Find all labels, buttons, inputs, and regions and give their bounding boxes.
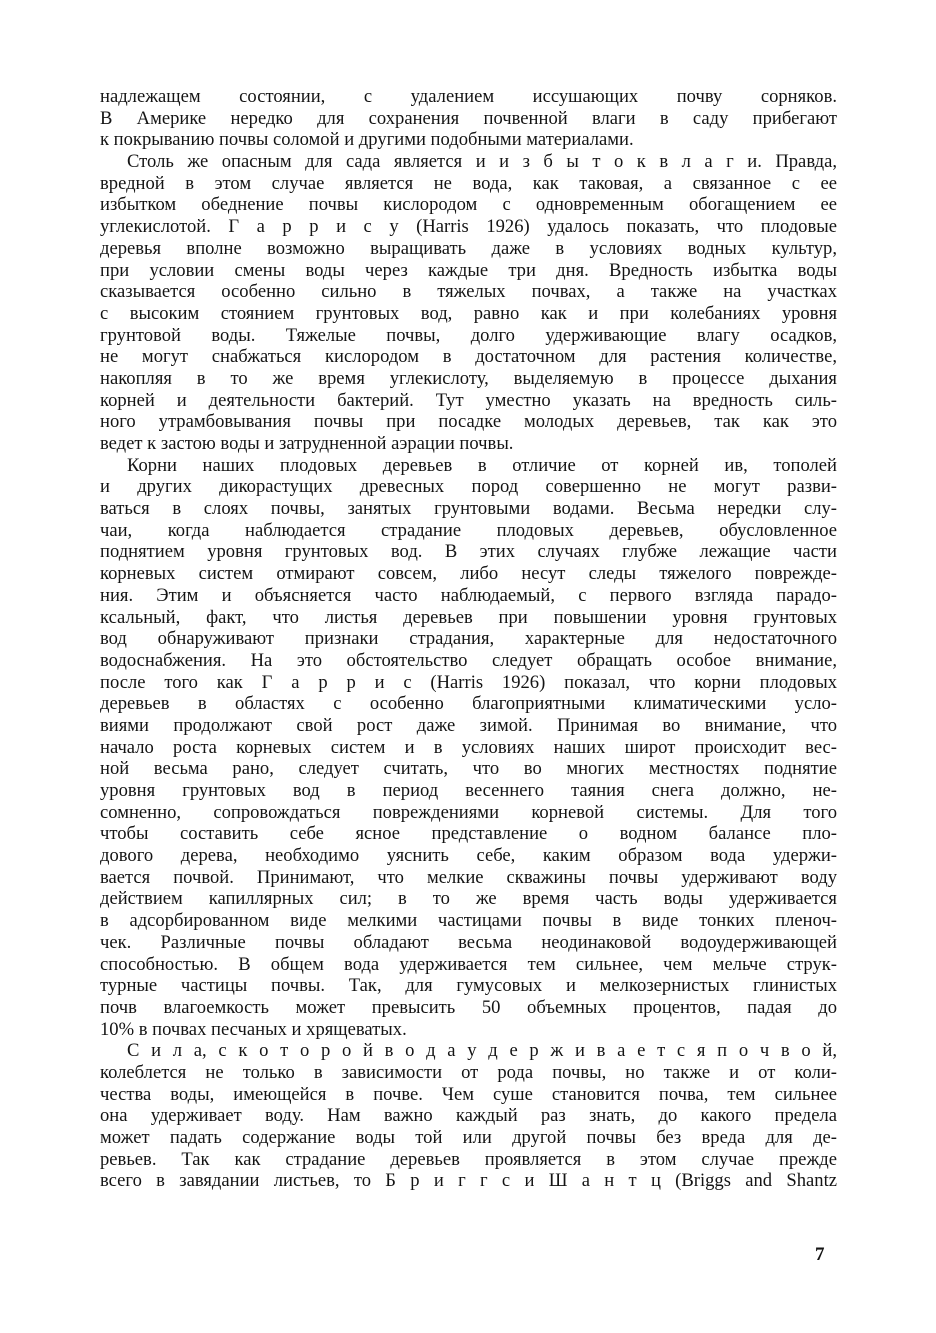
text-line: избытком обеднение почвы кислородом с одновременным обогащением ее — [100, 194, 837, 216]
text-line: способностью. В общем вода удерживается тем сильнее, чем мельче струк- — [100, 953, 837, 975]
text-line: грунтовой воды. Тяжелые почвы, долго удерживающие влагу осадков, — [100, 324, 837, 346]
text-line: Столь же опасным для сада является и и з б ы т о к в л а г и. Правда, — [127, 151, 837, 173]
text-line: углекислотой. Г а р р и с у (Harris 1926) удалось показать, что плодовые — [100, 216, 837, 238]
text-line: водоснабжения. На это обстоятельство следует обращать особое внимание, — [100, 649, 837, 671]
text-line: ксальный, факт, что листья деревьев при повышении уровня грунтовых — [100, 606, 837, 628]
paragraph — [100, 151, 837, 455]
text-line: и других дикорастущих древесных пород совершенно не могут разви- — [100, 476, 837, 498]
text-line: к покрыванию почвы соломой и другими подобными материалами. — [100, 129, 634, 151]
text-line: С и л а, с к о т о р о й в о д а у д е р ж и в а е т с я п о ч в о й, — [127, 1040, 837, 1062]
text-line: В Америке нередко для сохранения почвенной влаги в саду прибегают — [100, 107, 837, 129]
text-line: турные частицы почвы. Так, для гумусовых и мелкозернистых глинистых — [100, 975, 837, 997]
text-line: Корни наших плодовых деревьев в отличие от корней ив, тополей — [127, 454, 837, 476]
text-line: действием капиллярных сил; в то же время часть воды удерживается — [100, 888, 837, 910]
text-line: корневых систем отмирают совсем, либо несут следы тяжелого поврежде- — [100, 563, 837, 585]
text-line: может падать содержание воды той или другой почвы без вреда для де- — [100, 1127, 837, 1148]
paragraph — [100, 86, 837, 151]
text-line: поднятием уровня грунтовых вод. В этих случаях глубже лежащие части — [100, 541, 837, 563]
paragraph — [100, 1040, 837, 1192]
text-line: в адсорбированном виде мелкими частицами почвы в виде тонких пленоч- — [100, 910, 837, 932]
text-line: надлежащем состоянии, с удалением иссушающих почву сорняков. — [100, 86, 837, 107]
text-line: деревьев в областях с особенно благоприятными климатическими усло- — [100, 693, 837, 715]
text-line: она удерживает воду. Нам важно каждый раз знать, до какого предела — [100, 1105, 837, 1127]
text-line: почв влагоемкость может превысить 50 объемных процентов, падая до — [100, 996, 837, 1018]
text-line: дового дерева, необходимо уяснить себе, каким образом вода удержи- — [100, 845, 837, 867]
text-line: 10% в почвах песчаных и хрящеватых. — [100, 1018, 407, 1040]
paragraph — [100, 455, 837, 1041]
text-line: чаи, когда наблюдается страдание плодовых деревьев, обусловленное — [100, 519, 837, 541]
text-line: сказывается особенно сильно в тяжелых почвах, а также на участках — [100, 281, 837, 303]
text-line: чек. Различные почвы обладают весьма неодинаковой водоудерживающей — [100, 931, 837, 953]
text-line: с высоким стоянием грунтовых вод, равно как и при колебаниях уровня — [100, 302, 837, 324]
text-line: чества воды, имеющейся в почве. Чем суше становится почва, тем сильнее — [100, 1083, 837, 1105]
text-line: после того как Г а р р и с (Harris 1926) показал, что корни плодовых — [100, 671, 837, 693]
text-line: не могут снабжаться кислородом в достаточном для растения количестве, — [100, 346, 837, 368]
text-line: вредной в этом случае является не вода, как таковая, а связанное с ее — [100, 172, 837, 194]
text-line: виями продолжают свой рост даже зимой. Принимая во внимание, что — [100, 714, 837, 736]
text-line: вод обнаруживают признаки страдания, характерные для недостаточного — [100, 628, 837, 650]
text-line: накопляя в то же время углекислоту, выделяемую в процессе дыхания — [100, 367, 837, 389]
text-line: ваться в слоях почвы, занятых грунтовыми водами. Весьма нередки слу- — [100, 498, 837, 520]
text-line: сомненно, сопровождаться повреждениями корневой системы. Для того — [100, 801, 837, 823]
text-line: ревьев. Так как страдание деревьев проявляется в этом случае прежде — [100, 1148, 837, 1170]
text-line: всего в завядании листьев, то Б р и г г с и Ш а н т ц (Briggs and Shantz — [100, 1170, 837, 1192]
page-text — [100, 86, 837, 1192]
text-line: начало роста корневых систем и в условиях наших широт происходит вес- — [100, 736, 837, 758]
text-line: ния. Этим и объясняется часто наблюдаемый, с первого взгляда парадо- — [100, 584, 837, 606]
text-line: корней и деятельности бактерий. Тут уместно указать на вредность силь- — [100, 389, 837, 411]
text-line: ного утрамбовывания почвы при посадке молодых деревьев, так как это — [100, 411, 837, 433]
text-line: чтобы составить себе ясное представление о водном балансе пло- — [100, 823, 837, 845]
text-line: при условии смены воды через каждые три дня. Вредность избытка воды — [100, 259, 837, 281]
text-line: вается почвой. Принимают, что мелкие скважины почвы удерживают воду — [100, 866, 837, 888]
text-line: ведет к застою воды и затрудненной аэрации почвы. — [100, 433, 514, 454]
text-line: деревья вполне возможно выращивать даже в условиях водных культур, — [100, 237, 837, 259]
text-line: колеблется не только в зависимости от рода почвы, но также и от коли- — [100, 1061, 837, 1083]
text-line: ной весьма рано, следует считать, что во многих местностях поднятие — [100, 758, 837, 780]
text-line: уровня грунтовых вод в период весеннего таяния снега должно, не- — [100, 780, 837, 801]
page-number: 7 — [815, 1244, 825, 1265]
